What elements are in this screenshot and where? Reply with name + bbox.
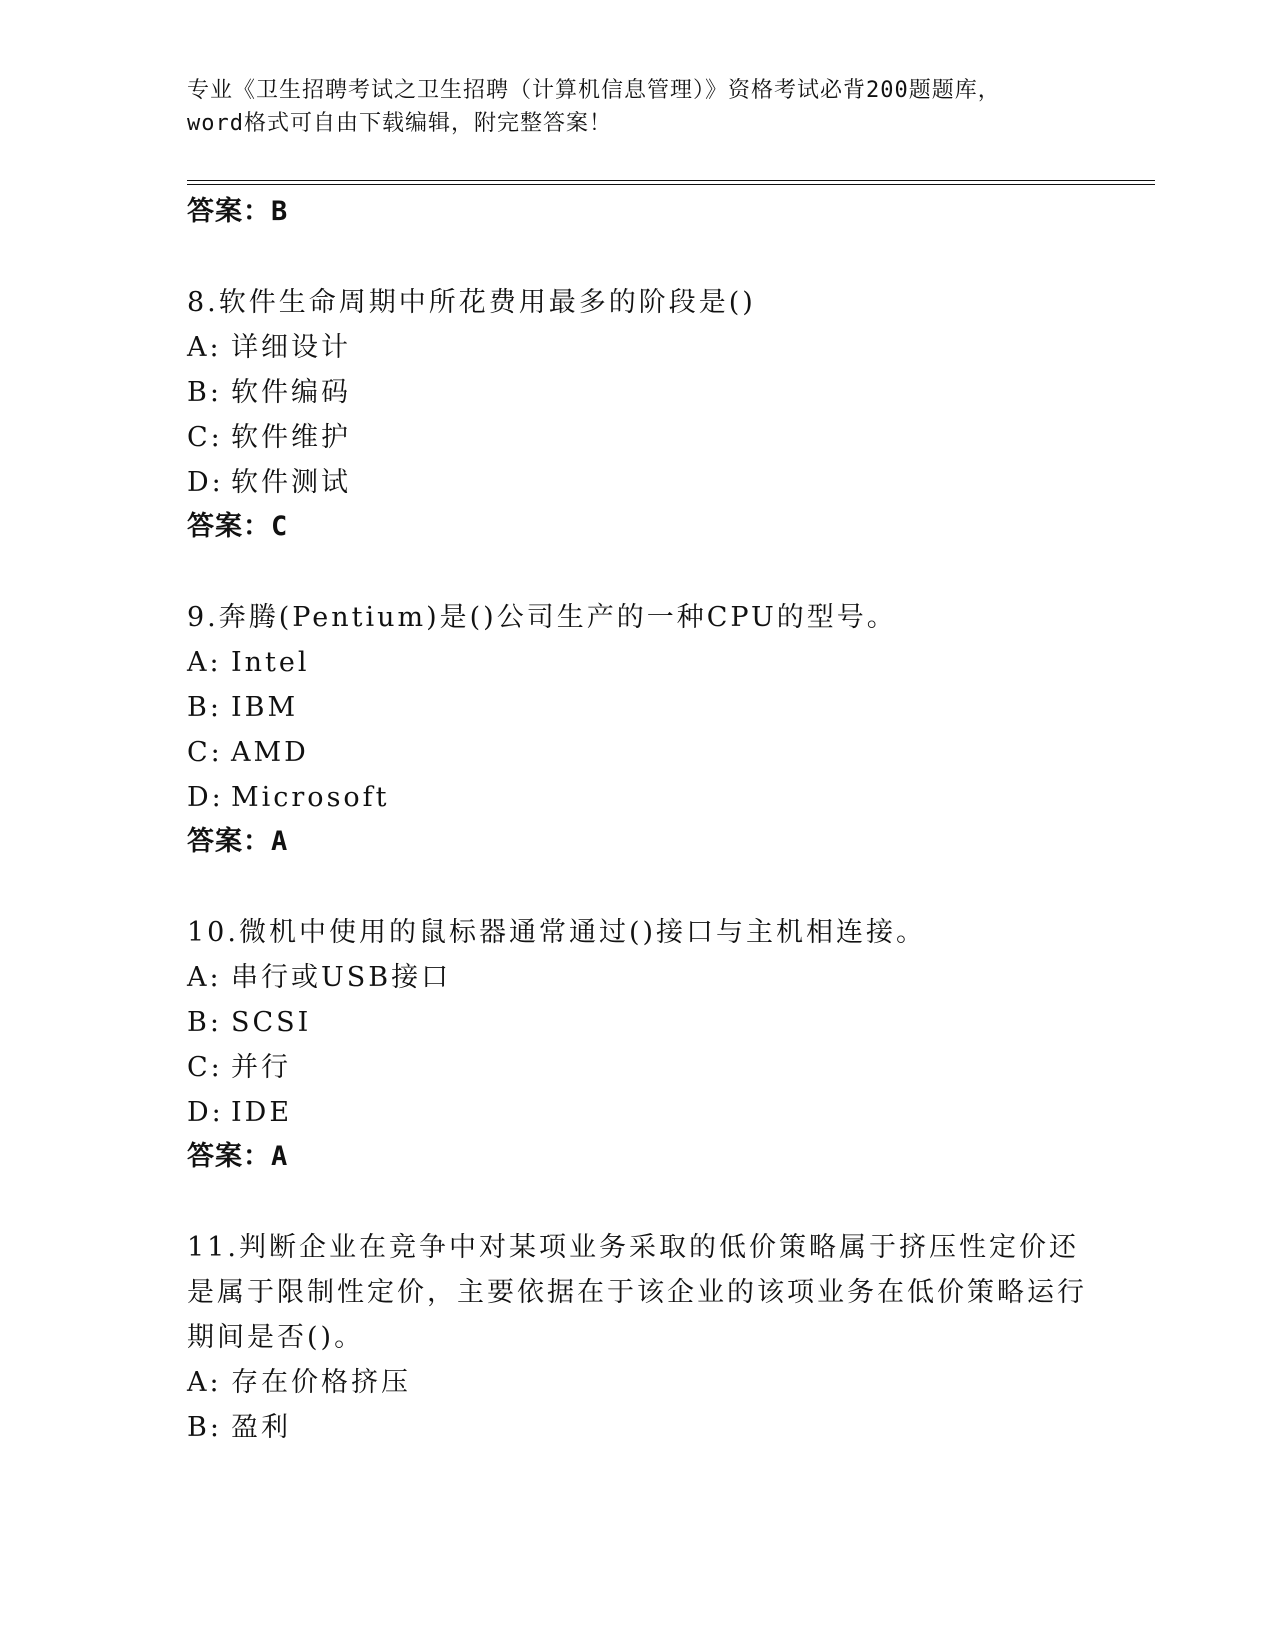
answer-line: 答案：A	[187, 826, 289, 857]
option-key: A:	[187, 647, 222, 678]
option-key: A:	[187, 962, 222, 993]
option-text: Intel	[231, 647, 310, 678]
option-a	[187, 1360, 1087, 1405]
option-text: SCSI	[231, 1007, 312, 1038]
option-key: C:	[187, 1052, 223, 1083]
option-b	[187, 1000, 1087, 1045]
option-c	[187, 415, 1087, 460]
option-text: 软件编码	[231, 377, 351, 408]
question-text: 8.软件生命周期中所花费用最多的阶段是()	[187, 287, 756, 318]
option-text: IDE	[231, 1097, 293, 1128]
option-key: D:	[187, 1097, 224, 1128]
option-text: 并行	[231, 1052, 291, 1083]
option-text: 存在价格挤压	[231, 1367, 411, 1398]
option-key: D:	[187, 467, 224, 498]
option-b	[187, 370, 1087, 415]
option-text: 详细设计	[231, 332, 351, 363]
header-divider-bottom	[187, 184, 1155, 185]
document-header	[187, 74, 1087, 140]
question-list	[187, 190, 1087, 1450]
option-key: D:	[187, 782, 224, 813]
option-d	[187, 1090, 1087, 1135]
option-text: AMD	[231, 737, 309, 768]
question-item	[187, 910, 1087, 1179]
header-line-2: word格式可自由下载编辑，附完整答案！	[187, 111, 612, 136]
option-text: 软件测试	[231, 467, 351, 498]
answer-line: 答案：A	[187, 1141, 289, 1172]
option-text: Microsoft	[231, 782, 390, 813]
option-b	[187, 1405, 1087, 1450]
option-d	[187, 460, 1087, 505]
question-text: 9.奔腾(Pentium)是()公司生产的一种CPU的型号。	[187, 602, 897, 633]
question-item	[187, 595, 1087, 864]
option-a	[187, 325, 1087, 370]
option-key: C:	[187, 737, 223, 768]
answer-line: 答案：B	[187, 196, 289, 227]
question-item	[187, 280, 1087, 549]
option-c	[187, 1045, 1087, 1090]
option-text: 串行或USB接口	[231, 962, 452, 993]
header-line-1: 专业《卫生招聘考试之卫生招聘（计算机信息管理）》资格考试必背200题题库，	[187, 78, 1001, 103]
option-text: 软件维护	[231, 422, 351, 453]
option-a	[187, 955, 1087, 1000]
question-text: 10.微机中使用的鼠标器通常通过()接口与主机相连接。	[187, 917, 927, 948]
question-text: 11.判断企业在竞争中对某项业务采取的低价策略属于挤压性定价还是属于限制性定价，主要依据在于该企业的该项业务在低价策略运行期间是否()。	[187, 1232, 1087, 1353]
option-key: B:	[187, 1007, 222, 1038]
option-text: IBM	[231, 692, 299, 723]
option-key: A:	[187, 1367, 222, 1398]
option-c	[187, 730, 1087, 775]
header-divider-top	[187, 180, 1155, 181]
option-a	[187, 640, 1087, 685]
option-d	[187, 775, 1087, 820]
option-text: 盈利	[231, 1412, 291, 1443]
option-key: B:	[187, 692, 222, 723]
option-key: B:	[187, 1412, 222, 1443]
answer-line: 答案：C	[187, 511, 289, 542]
option-key: B:	[187, 377, 222, 408]
option-key: A:	[187, 332, 222, 363]
option-b	[187, 685, 1087, 730]
option-key: C:	[187, 422, 223, 453]
question-item	[187, 1225, 1087, 1450]
